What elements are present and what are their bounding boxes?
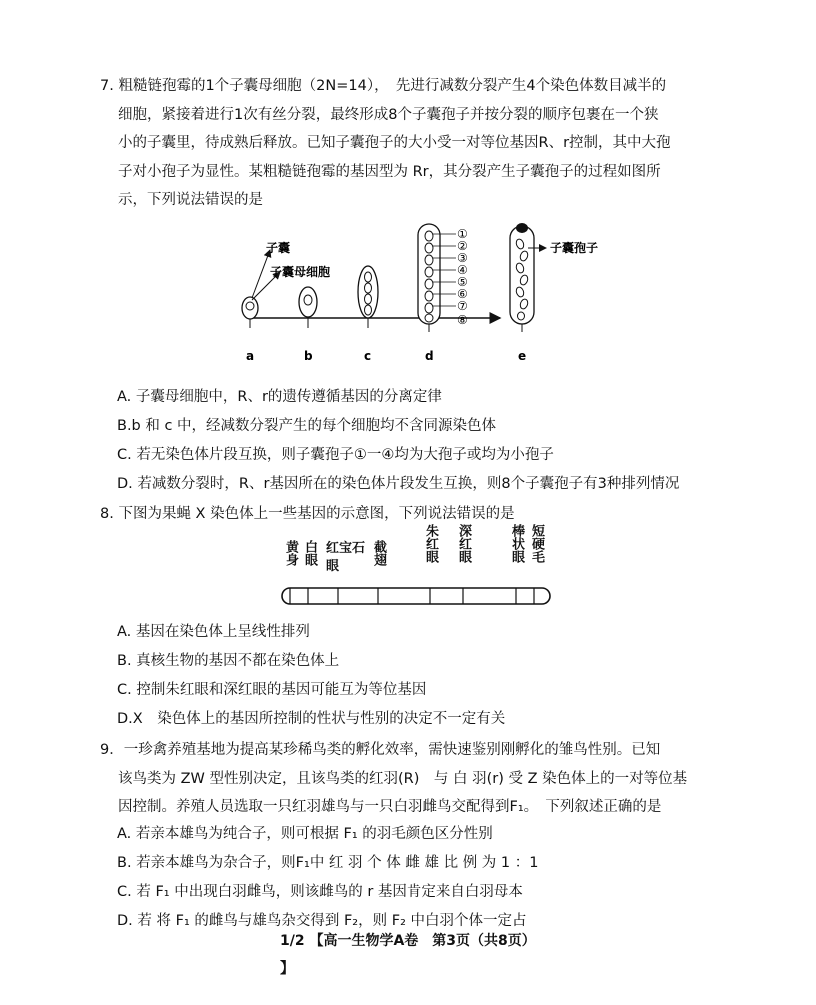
gene-label-garnet-eye: 深红眼 xyxy=(456,524,471,563)
question-7-stem xyxy=(100,72,720,215)
spore-number-6: ⑥ xyxy=(457,287,468,301)
gene-label-vermilion-eye: 朱红眼 xyxy=(423,524,438,563)
stage-label-c: c xyxy=(364,349,372,363)
stage-label-a: a xyxy=(246,349,255,363)
spore-number-3: ③ xyxy=(457,251,468,265)
q8-option-c: C. 控制朱红眼和深红眼的基因可能互为等位基因 xyxy=(117,682,427,698)
stage-a-cell xyxy=(242,297,258,328)
q9-option-b: B. 若亲本雄鸟为杂合子，则F₁中 红 羽 个 体 雌 雄 比 例 为 1 ：1 xyxy=(117,855,539,871)
q9-line-2: 该鸟类为 ZW 型性别决定，且该鸟类的红羽(R) 与 白 羽(r) 受 Z 染色体上的一对等位基 xyxy=(118,770,688,787)
q8-option-a: A. 基因在染色体上呈线性排列 xyxy=(117,624,310,640)
label-mother-cell: 子囊母细胞 xyxy=(270,265,331,279)
ascus-development-figure xyxy=(230,220,610,370)
q7-option-c: C. 若无染色体片段互换，则子囊孢子①一④均为大孢子或均为小孢子 xyxy=(117,447,554,463)
q7-option-a: A. 子囊母细胞中，R、r的遗传遵循基因的分离定律 xyxy=(117,389,442,405)
q7-option-b: B.b 和 c 中，经减数分裂产生的每个细胞均不含同源染色体 xyxy=(117,418,497,434)
q7-option-d: D. 若减数分裂时，R、r基因所在的染色体片段发生互换，则8个子囊孢子有3种排列情况 xyxy=(117,476,680,492)
q9-line-3: 因控制。养殖人员选取一只红羽雄鸟与一只白羽雌鸟交配得到F₁。 下列叙述正确的是 xyxy=(118,799,662,815)
q9-option-d: D. 若 将 F₁ 的雌鸟与雄鸟杂交得到 F₂，则 F₂ 中白羽个体一定占 xyxy=(117,913,527,929)
gene-labels xyxy=(278,522,558,582)
stage-label-e: e xyxy=(518,349,527,363)
gene-label-cut-wing: 截翅 xyxy=(371,540,386,566)
q7-line-5: 示，下列说法错误的是 xyxy=(118,192,263,208)
spore-number-5: ⑤ xyxy=(457,275,468,289)
gene-label-yellow-body: 黄身 xyxy=(283,540,298,566)
q9-option-a: A. 若亲本雄鸟为纯合子，则可根据 F₁ 的羽毛颜色区分性别 xyxy=(117,826,493,842)
gene-label-white-eye: 白眼 xyxy=(302,540,317,566)
q8-line-1: 8. 下图为果蝇 X 染色体上一些基因的示意图，下列说法错误的是 xyxy=(100,506,515,522)
stage-e-cell xyxy=(510,223,534,332)
q7-line-4: 子对小孢子为显性。某粗糙链孢霉的基因型为 Rr，其分裂产生子囊孢子的过程如图所 xyxy=(118,163,661,180)
page-footer-bracket: 】 xyxy=(280,961,295,977)
spore-number-8: ⑧ xyxy=(457,313,468,327)
question-9-stem xyxy=(100,736,720,822)
q7-line-1: 7. 粗糙链孢霉的1个子囊母细胞（2N=14）， 先进行减数分裂产生4个染色体数目减半的 xyxy=(100,78,667,94)
label-ascus: 子囊 xyxy=(266,241,291,255)
q9-option-c: C. 若 F₁ 中出现白羽雌鸟，则该雌鸟的 r 基因肯定来自白羽母本 xyxy=(117,884,523,900)
q9-line-1: 9．一珍禽养殖基地为提高某珍稀鸟类的孵化效率，需快速鉴别刚孵化的雏鸟性别。已知 xyxy=(100,742,661,758)
stage-label-d: d xyxy=(425,349,434,363)
gene-label-short-bristle: 短硬毛 xyxy=(529,524,544,563)
q7-line-3: 小的子囊里，待成熟后释放。已知子囊孢子的大小受一对等位基因R、r控制，其中大孢 xyxy=(118,135,671,151)
stage-d-cell xyxy=(418,224,440,332)
stage-label-b: b xyxy=(304,349,313,363)
spore-number-4: ④ xyxy=(457,263,468,277)
gene-label-bar-eye: 棒状眼 xyxy=(509,524,524,563)
spore-number-1: ① xyxy=(457,227,468,241)
q8-option-b: B. 真核生物的基因不都在染色体上 xyxy=(117,653,340,669)
stage-b-cell xyxy=(299,287,317,328)
label-spore: 子囊孢子 xyxy=(550,241,599,255)
spore-number-2: ② xyxy=(457,239,468,253)
q7-line-2: 细胞，紧接着进行1次有丝分裂，最终形成8个子囊孢子并按分裂的顺序包裹在一个狭 xyxy=(118,106,659,123)
chromosome-bar xyxy=(282,588,550,604)
page-footer: 1/2 【高一生物学A卷 第3页（共8页） xyxy=(280,933,536,949)
gene-label-ruby-eye: 红宝石眼 xyxy=(326,541,366,574)
spore-number-7: ⑦ xyxy=(457,299,468,313)
q8-option-d: D.X 染色体上的基因所控制的性状与性别的决定不一定有关 xyxy=(117,711,506,727)
